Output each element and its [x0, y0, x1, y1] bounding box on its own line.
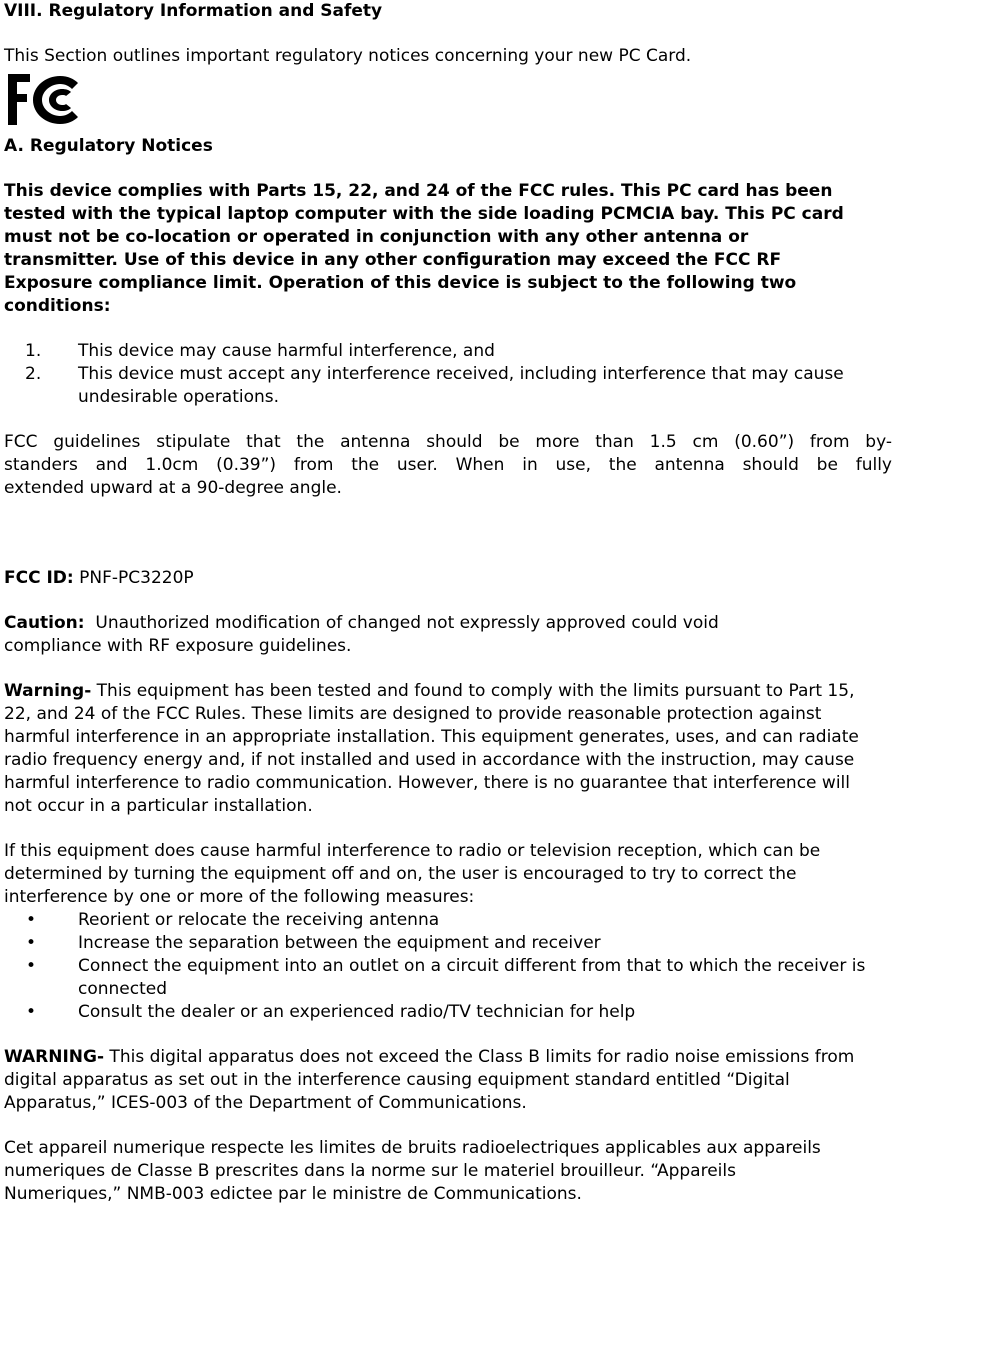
list-item [4, 340, 892, 363]
fcc-id-label: FCC ID: [4, 568, 74, 588]
interference-text: If this equipment does cause harmful interference to radio or television reception, which can be determined by turning the equipment off and on, the user is encouraged to try to correct the interference by one or more of the following measures: [4, 841, 821, 907]
warning-digital-body: This digital apparatus does not exceed the Class B limits for radio noise emissions from digital apparatus as set out in the interference causing equipment standard entitled “Digital Apparatus,” ICES-003 of the Department of Communications. [4, 1047, 855, 1113]
caution-body: Unauthorized modification of changed not expressly approved could void compliance with RF exposure guidelines. [4, 613, 725, 656]
bullet-icon: • [26, 1002, 37, 1022]
compliance-text: This device complies with Parts 15, 22, and 24 of the FCC rules. This PC card has been tested with the typical laptop computer with the side loading PCMCIA bay. This PC card must not be co-location or operated in conjunction with any other antenna or transmitter. Use of this device in any other configuration may exceed the FCC RF Exposure compliance limit. Operation of this device is subject to the following two conditions: [4, 181, 844, 316]
bullet-icon: • [26, 956, 37, 976]
warning-text [4, 680, 879, 818]
list-number: 2. [25, 364, 42, 384]
antenna-line: FCC guidelines stipulate that the antenna should be more than 1.5 cm (0.60”) from by- [4, 432, 892, 452]
bullet-icon: • [26, 933, 37, 953]
french-notice-text: Cet appareil numerique respecte les limites de bruits radioelectriques applicables aux appareils numeriques de Classe B prescrites dans la norme sur le materiel brouilleur. “Appareils Numeriques,” NMB-003 edictee par le ministre de Communications. [4, 1138, 821, 1204]
subsection-title: A. Regulatory Notices [4, 136, 213, 156]
fcc-id-value: PNF-PC3220P [73, 568, 194, 588]
list-item [4, 909, 892, 932]
list-item-text: This device may cause harmful interference, and [78, 341, 495, 361]
list-item [4, 1001, 892, 1024]
warning-digital-label: WARNING- [4, 1047, 105, 1067]
warning-label: Warning- [4, 681, 92, 701]
fcc-id [4, 567, 892, 590]
fcc-logo-svg [6, 72, 80, 127]
list-item [4, 955, 868, 1001]
warning-body: This equipment has been tested and found to comply with the limits pursuant to Part 15, 22, and 24 of the FCC Rules. These limits are designed to provide reasonable protection against harmful interference in an appropriate installation. This equipment generates, uses, and can radiate radio frequency energy and, if not installed and used in accordance with the instruction, may cause harmful interference to radio communication. However, there is no guarantee that interference will not occur in a particular installation. [4, 681, 859, 816]
list-item [4, 932, 892, 955]
conditions-list [4, 340, 892, 409]
caution-label: Caution: [4, 613, 85, 633]
intro-text: This Section outlines important regulatory notices concerning your new PC Card. [4, 46, 692, 66]
antenna-line: standers and 1.0cm (0.39”) from the user. When in use, the antenna should be fully [4, 455, 892, 475]
caution-text [4, 612, 804, 658]
list-item-text: Increase the separation between the equipment and receiver [78, 933, 601, 953]
antenna-guidelines [4, 431, 892, 500]
list-item-text: This device must accept any interference received, including interference that may cause undesirable operations. [78, 364, 844, 407]
section-title: VIII. Regulatory Information and Safety [4, 1, 383, 21]
list-item-text: Consult the dealer or an experienced radio/TV technician for help [78, 1002, 636, 1022]
list-number: 1. [25, 341, 42, 361]
antenna-line: extended upward at a 90-degree angle. [4, 478, 342, 498]
fcc-logo-icon [6, 72, 86, 129]
list-item-text: Reorient or relocate the receiving antenna [78, 910, 440, 930]
bullet-icon: • [26, 910, 37, 930]
measures-list [4, 909, 892, 1024]
list-item-text: Connect the equipment into an outlet on a circuit different from that to which the receiver is connected [78, 956, 866, 999]
list-item [4, 363, 868, 409]
document-page [4, 0, 892, 1206]
warning-digital-text [4, 1046, 874, 1115]
